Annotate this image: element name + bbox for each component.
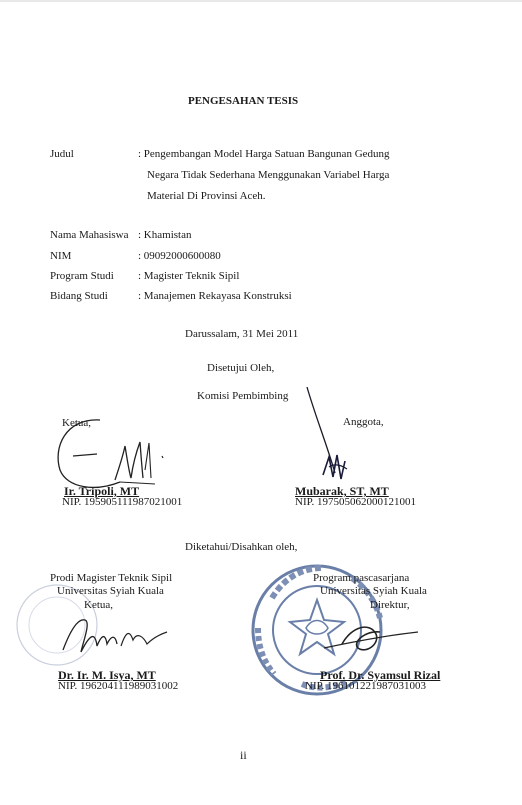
official2-line1: Program pascasarjana (313, 572, 410, 584)
signature-isya (55, 610, 175, 670)
signature-mubarak (305, 385, 385, 495)
official2-role: Direktur, (370, 599, 410, 611)
bidang-value: : Manajemen Rekayasa Konstruksi (138, 290, 292, 302)
place-date: Darussalam, 31 Mei 2011 (185, 328, 299, 340)
supervisor1-nip: NIP. 195905111987021001 (62, 496, 183, 508)
supervisor2-role: Anggota, (343, 416, 384, 428)
official1-name: Dr. Ir. M. Isya, MT (58, 668, 156, 682)
supervisor1-role: Ketua, (62, 417, 92, 429)
top-border (0, 0, 522, 2)
acknowledged-heading: Diketahui/Disahkan oleh, (185, 541, 298, 553)
official2-nip: NIP. 196101221987031003 (305, 680, 427, 692)
page-title: PENGESAHAN TESIS (188, 95, 299, 107)
supervisor2-name: Mubarak, ST, MT (295, 484, 389, 498)
nim-value: : 09092000600080 (138, 250, 221, 262)
official1-role: Ketua, (84, 599, 114, 611)
official1-nip: NIP. 196204111989031002 (58, 680, 179, 692)
nama-label: Nama Mahasiswa (50, 229, 129, 241)
nama-value: : Khamistan (138, 229, 192, 241)
prodi-value: : Magister Teknik Sipil (138, 270, 240, 282)
nim-label: NIM (50, 250, 72, 262)
approved-by: Disetujui Oleh, (207, 362, 275, 374)
judul-line-1: : Pengembangan Model Harga Satuan Bangunan Gedung (138, 148, 390, 160)
official2-line2: Universitas Syiah Kuala (320, 585, 427, 597)
official1-line2: Universitas Syiah Kuala (57, 585, 164, 597)
judul-label: Judul (50, 148, 74, 160)
page-number: ii (240, 748, 247, 762)
judul-line-2: Negara Tidak Sederhana Menggunakan Variabel Harga (147, 169, 390, 181)
judul-line-3: Material Di Provinsi Aceh. (147, 190, 266, 202)
official1-line1: Prodi Magister Teknik Sipil (50, 572, 173, 584)
prodi-label: Program Studi (50, 270, 114, 282)
supervisor1-name: Ir. Tripoli, MT (64, 484, 140, 498)
supervisor2-nip: NIP. 197505062000121001 (295, 496, 417, 508)
committee-heading: Komisi Pembimbing (197, 390, 289, 402)
signature-rizal (322, 612, 422, 672)
official2-name: Prof. Dr. Syamsul Rizal (320, 668, 441, 682)
bidang-label: Bidang Studi (50, 290, 108, 302)
